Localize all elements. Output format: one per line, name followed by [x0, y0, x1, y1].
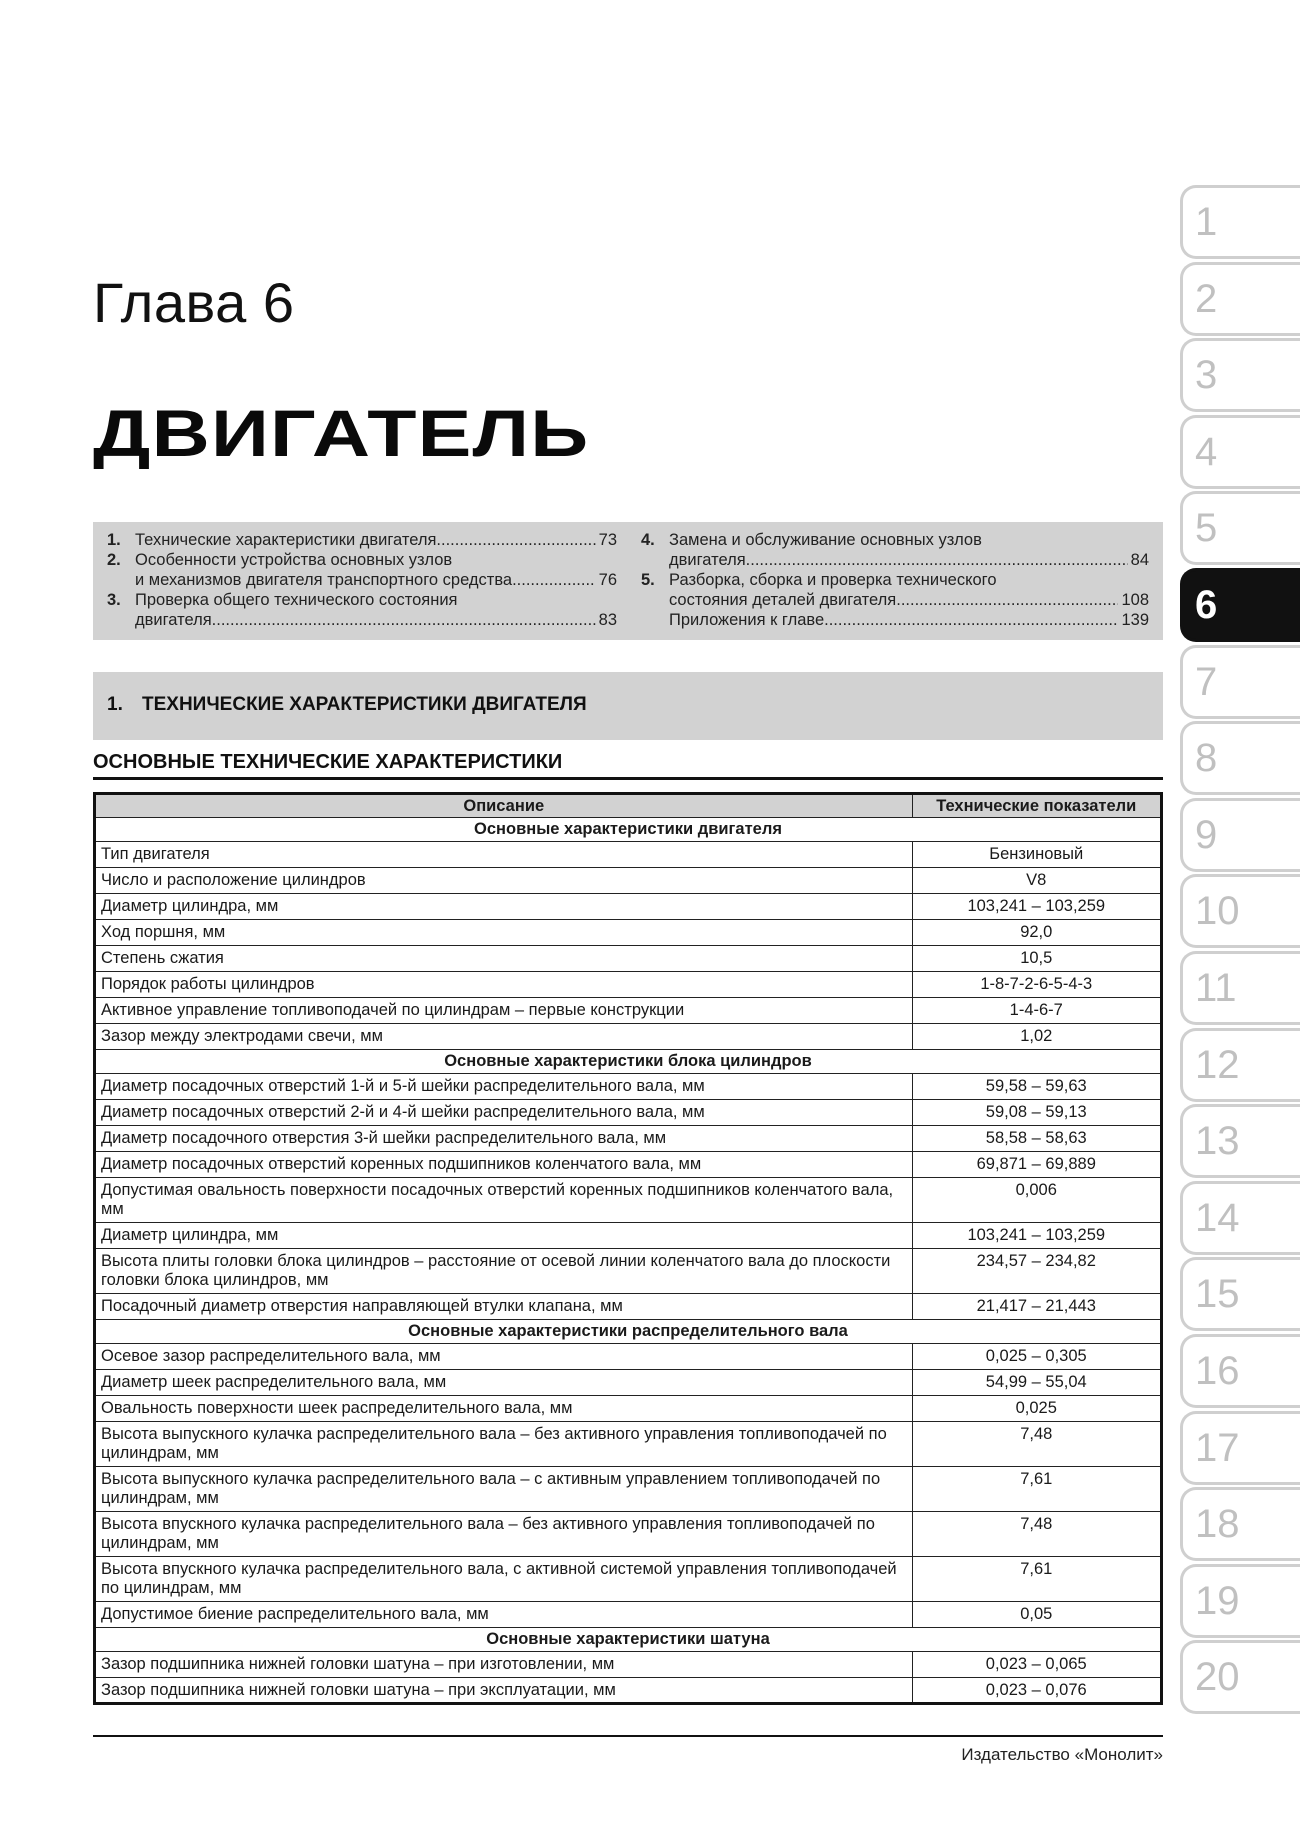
chapter-tab-17[interactable]: 17 — [1180, 1411, 1300, 1485]
table-row — [95, 1602, 1162, 1628]
table-row — [95, 1126, 1162, 1152]
chapter-tab-6[interactable]: 6 — [1180, 568, 1300, 642]
group-heading: Основные характеристики двигателя — [95, 818, 1162, 842]
cell-value: 59,08 – 59,13 — [912, 1100, 1161, 1126]
cell-value: 7,61 — [912, 1467, 1161, 1512]
chapter-tab-1[interactable]: 1 — [1180, 185, 1300, 259]
table-row — [95, 1024, 1162, 1050]
toc-item-page — [614, 590, 617, 610]
toc-item-text: Особенности устройства основных узлов — [135, 551, 453, 569]
cell-value: 0,006 — [912, 1178, 1161, 1223]
table-row — [95, 1249, 1162, 1294]
cell-value: 0,025 — [912, 1396, 1161, 1422]
cell-value: 1-4-6-7 — [912, 998, 1161, 1024]
toc-item-number — [107, 610, 135, 630]
chapter-tab-18[interactable]: 18 — [1180, 1487, 1300, 1561]
table-header-row — [95, 794, 1162, 818]
chapter-tab-13[interactable]: 13 — [1180, 1104, 1300, 1178]
toc-item-text — [669, 590, 1118, 610]
cell-value: 59,58 – 59,63 — [912, 1074, 1161, 1100]
cell-value: 0,05 — [912, 1602, 1161, 1628]
specifications-table — [93, 792, 1163, 1705]
cell-description: Зазор подшипника нижней головки шатуна – при изготовлении, мм — [95, 1652, 913, 1678]
chapter-tab-8[interactable]: 8 — [1180, 721, 1300, 795]
toc-leader-dots — [746, 550, 1128, 570]
cell-description: Посадочный диаметр отверстия направляющей втулки клапана, мм — [95, 1294, 913, 1320]
table-row — [95, 842, 1162, 868]
toc-item — [107, 590, 617, 610]
table-group-row — [95, 1320, 1162, 1344]
table-row — [95, 868, 1162, 894]
toc-leader-dots — [212, 610, 596, 630]
cell-description: Высота выпускного кулачка распределительного вала – без активного управления топливоподачей по цилиндрам, мм — [95, 1422, 913, 1467]
toc-item — [107, 530, 617, 550]
chapter-tab-16[interactable]: 16 — [1180, 1334, 1300, 1408]
toc-item-page — [614, 550, 617, 570]
toc-item-number — [641, 610, 669, 630]
table-group-row — [95, 1050, 1162, 1074]
toc-item-number — [107, 570, 135, 590]
cell-value: 0,025 – 0,305 — [912, 1344, 1161, 1370]
toc-item-text — [135, 610, 596, 630]
group-heading: Основные характеристики шатуна — [95, 1628, 1162, 1652]
chapter-tab-11[interactable]: 11 — [1180, 951, 1300, 1025]
toc-item-number: 5. — [641, 571, 655, 589]
toc-leader-dots — [436, 530, 595, 550]
toc-item-title: и механизмов двигателя транспортного средства — [135, 571, 513, 589]
chapter-tab-12[interactable]: 12 — [1180, 1028, 1300, 1102]
cell-value: Бензиновый — [912, 842, 1161, 868]
chapter-tab-19[interactable]: 19 — [1180, 1564, 1300, 1638]
cell-description: Диаметр посадочных отверстий коренных подшипников коленчатого вала, мм — [95, 1152, 913, 1178]
toc-item — [641, 530, 1149, 550]
subsection-heading: ОСНОВНЫЕ ТЕХНИЧЕСКИЕ ХАРАКТЕРИСТИКИ — [93, 748, 1163, 780]
cell-value: 103,241 – 103,259 — [912, 894, 1161, 920]
toc-item — [641, 590, 1149, 610]
footer-rule — [93, 1735, 1163, 1737]
cell-description: Диаметр посадочных отверстий 2-й и 4-й шейки распределительного вала, мм — [95, 1100, 913, 1126]
toc-column-left — [107, 530, 617, 630]
table-row — [95, 946, 1162, 972]
section-heading — [93, 672, 1163, 740]
cell-value: 1-8-7-2-6-5-4-3 — [912, 972, 1161, 998]
cell-description: Диаметр посадочных отверстий 1-й и 5-й шейки распределительного вала, мм — [95, 1074, 913, 1100]
toc-item-page: 76 — [598, 571, 617, 589]
chapter-tab-14[interactable]: 14 — [1180, 1181, 1300, 1255]
toc-item-text — [135, 570, 596, 590]
cell-value: 7,48 — [912, 1422, 1161, 1467]
chapter-title: ДВИГАТЕЛЬ — [93, 396, 590, 470]
cell-description: Допустимое биение распределительного вала, мм — [95, 1602, 913, 1628]
chapter-tab-5[interactable]: 5 — [1180, 491, 1300, 565]
table-row — [95, 1074, 1162, 1100]
toc-column-right — [641, 530, 1149, 630]
cell-value: 10,5 — [912, 946, 1161, 972]
cell-description: Овальность поверхности шеек распределительного вала, мм — [95, 1396, 913, 1422]
cell-description: Осевое зазор распределительного вала, мм — [95, 1344, 913, 1370]
table-row — [95, 1678, 1162, 1704]
chapter-tab-9[interactable]: 9 — [1180, 798, 1300, 872]
toc-item — [641, 570, 1149, 590]
toc-item — [641, 610, 1149, 630]
table-row — [95, 1396, 1162, 1422]
table-group-row — [95, 818, 1162, 842]
cell-description: Зазор между электродами свечи, мм — [95, 1024, 913, 1050]
cell-description: Ход поршня, мм — [95, 920, 913, 946]
table-group-row — [95, 1628, 1162, 1652]
table-row — [95, 1652, 1162, 1678]
table-row — [95, 972, 1162, 998]
cell-description: Высота впускного кулачка распределительного вала, с активной системой управления топливоподачей по цилиндрам, мм — [95, 1557, 913, 1602]
toc-item-text — [669, 550, 1128, 570]
toc-item — [107, 610, 617, 630]
cell-value: 0,023 – 0,076 — [912, 1678, 1161, 1704]
table-row — [95, 1370, 1162, 1396]
cell-description: Степень сжатия — [95, 946, 913, 972]
column-header-value: Технические показатели — [912, 794, 1161, 818]
cell-description: Порядок работы цилиндров — [95, 972, 913, 998]
toc-item — [107, 570, 617, 590]
group-heading: Основные характеристики блока цилиндров — [95, 1050, 1162, 1074]
table-body — [95, 818, 1162, 1704]
toc-item-number: 3. — [107, 591, 121, 609]
toc-item-page — [1146, 570, 1149, 590]
table-row — [95, 894, 1162, 920]
table-row — [95, 1512, 1162, 1557]
toc-item-number: 1. — [107, 531, 121, 549]
cell-value: 7,61 — [912, 1557, 1161, 1602]
chapter-tab-2[interactable]: 2 — [1180, 262, 1300, 336]
table-row — [95, 1152, 1162, 1178]
toc-item-number: 4. — [641, 531, 655, 549]
toc-item — [641, 550, 1149, 570]
toc-item-title: состояния деталей двигателя — [669, 591, 897, 609]
toc-item-text — [669, 610, 1118, 630]
cell-value: 234,57 – 234,82 — [912, 1249, 1161, 1294]
toc-item-page: 108 — [1121, 591, 1149, 609]
toc-item-page — [1146, 530, 1149, 550]
chapter-contents — [93, 522, 1163, 640]
cell-description: Высота плиты головки блока цилиндров – расстояние от осевой линии коленчатого вала до плоскости головки блока цилиндров, мм — [95, 1249, 913, 1294]
chapter-tab-20[interactable]: 20 — [1180, 1640, 1300, 1714]
toc-item-title: двигателя — [135, 611, 212, 629]
toc-item-number: 2. — [107, 551, 121, 569]
cell-description: Диаметр шеек распределительного вала, мм — [95, 1370, 913, 1396]
chapter-tab-7[interactable]: 7 — [1180, 645, 1300, 719]
toc-item-title: двигателя — [669, 551, 746, 569]
toc-leader-dots — [512, 570, 596, 590]
toc-item-page: 84 — [1130, 551, 1149, 569]
cell-description: Число и расположение цилиндров — [95, 868, 913, 894]
cell-value: 1,02 — [912, 1024, 1161, 1050]
toc-item-text — [135, 530, 596, 550]
chapter-tab-4[interactable]: 4 — [1180, 415, 1300, 489]
cell-description: Тип двигателя — [95, 842, 913, 868]
cell-value: 21,417 – 21,443 — [912, 1294, 1161, 1320]
toc-leader-dots — [824, 610, 1118, 630]
table-row — [95, 1422, 1162, 1467]
cell-description: Допустимая овальность поверхности посадочных отверстий коренных подшипников коленчатого вала, мм — [95, 1178, 913, 1223]
cell-value: 92,0 — [912, 920, 1161, 946]
toc-item-text: Проверка общего технического состояния — [135, 591, 458, 609]
chapter-tab-15[interactable]: 15 — [1180, 1257, 1300, 1331]
group-heading: Основные характеристики распределительного вала — [95, 1320, 1162, 1344]
toc-item-text: Разборка, сборка и проверка технического — [669, 571, 997, 589]
cell-description: Высота выпускного кулачка распределительного вала – с активным управлением топливоподачей по цилиндрам, мм — [95, 1467, 913, 1512]
cell-description: Активное управление топливоподачей по цилиндрам – первые конструкции — [95, 998, 913, 1024]
toc-item-page: 83 — [598, 611, 617, 629]
toc-item-number — [641, 550, 669, 570]
chapter-tab-10[interactable]: 10 — [1180, 874, 1300, 948]
toc-item-text: Замена и обслуживание основных узлов — [669, 531, 982, 549]
toc-item-title: Приложения к главе — [669, 611, 825, 629]
cell-value: 103,241 – 103,259 — [912, 1223, 1161, 1249]
toc-item-page: 139 — [1121, 611, 1149, 629]
section-title: ТЕХНИЧЕСКИЕ ХАРАКТЕРИСТИКИ ДВИГАТЕЛЯ — [142, 694, 587, 715]
cell-description: Диаметр цилиндра, мм — [95, 894, 913, 920]
table-row — [95, 1557, 1162, 1602]
table-row — [95, 1223, 1162, 1249]
cell-description: Диаметр посадочного отверстия 3-й шейки распределительного вала, мм — [95, 1126, 913, 1152]
table-row — [95, 1344, 1162, 1370]
toc-item-title: Технические характеристики двигателя — [135, 531, 437, 549]
footer-publisher: Издательство «Монолит» — [961, 1745, 1163, 1764]
table-row — [95, 920, 1162, 946]
table-row — [95, 1100, 1162, 1126]
toc-item-page: 73 — [598, 531, 617, 549]
toc-item-number — [641, 590, 669, 610]
cell-description: Высота впускного кулачка распределительного вала – без активного управления топливоподачей по цилиндрам, мм — [95, 1512, 913, 1557]
toc-leader-dots — [896, 590, 1118, 610]
column-header-description: Описание — [95, 794, 913, 818]
chapter-label: Глава 6 — [93, 271, 295, 334]
cell-value: 54,99 – 55,04 — [912, 1370, 1161, 1396]
cell-value: 7,48 — [912, 1512, 1161, 1557]
chapter-tab-3[interactable]: 3 — [1180, 338, 1300, 412]
table-row — [95, 1294, 1162, 1320]
cell-value: V8 — [912, 868, 1161, 894]
table-row — [95, 998, 1162, 1024]
cell-value: 0,023 – 0,065 — [912, 1652, 1161, 1678]
toc-item — [107, 550, 617, 570]
cell-value: 58,58 – 58,63 — [912, 1126, 1161, 1152]
cell-description: Зазор подшипника нижней головки шатуна – при эксплуатации, мм — [95, 1678, 913, 1704]
section-number: 1. — [107, 694, 123, 715]
table-row — [95, 1467, 1162, 1512]
cell-value: 69,871 – 69,889 — [912, 1152, 1161, 1178]
table-row — [95, 1178, 1162, 1223]
cell-description: Диаметр цилиндра, мм — [95, 1223, 913, 1249]
